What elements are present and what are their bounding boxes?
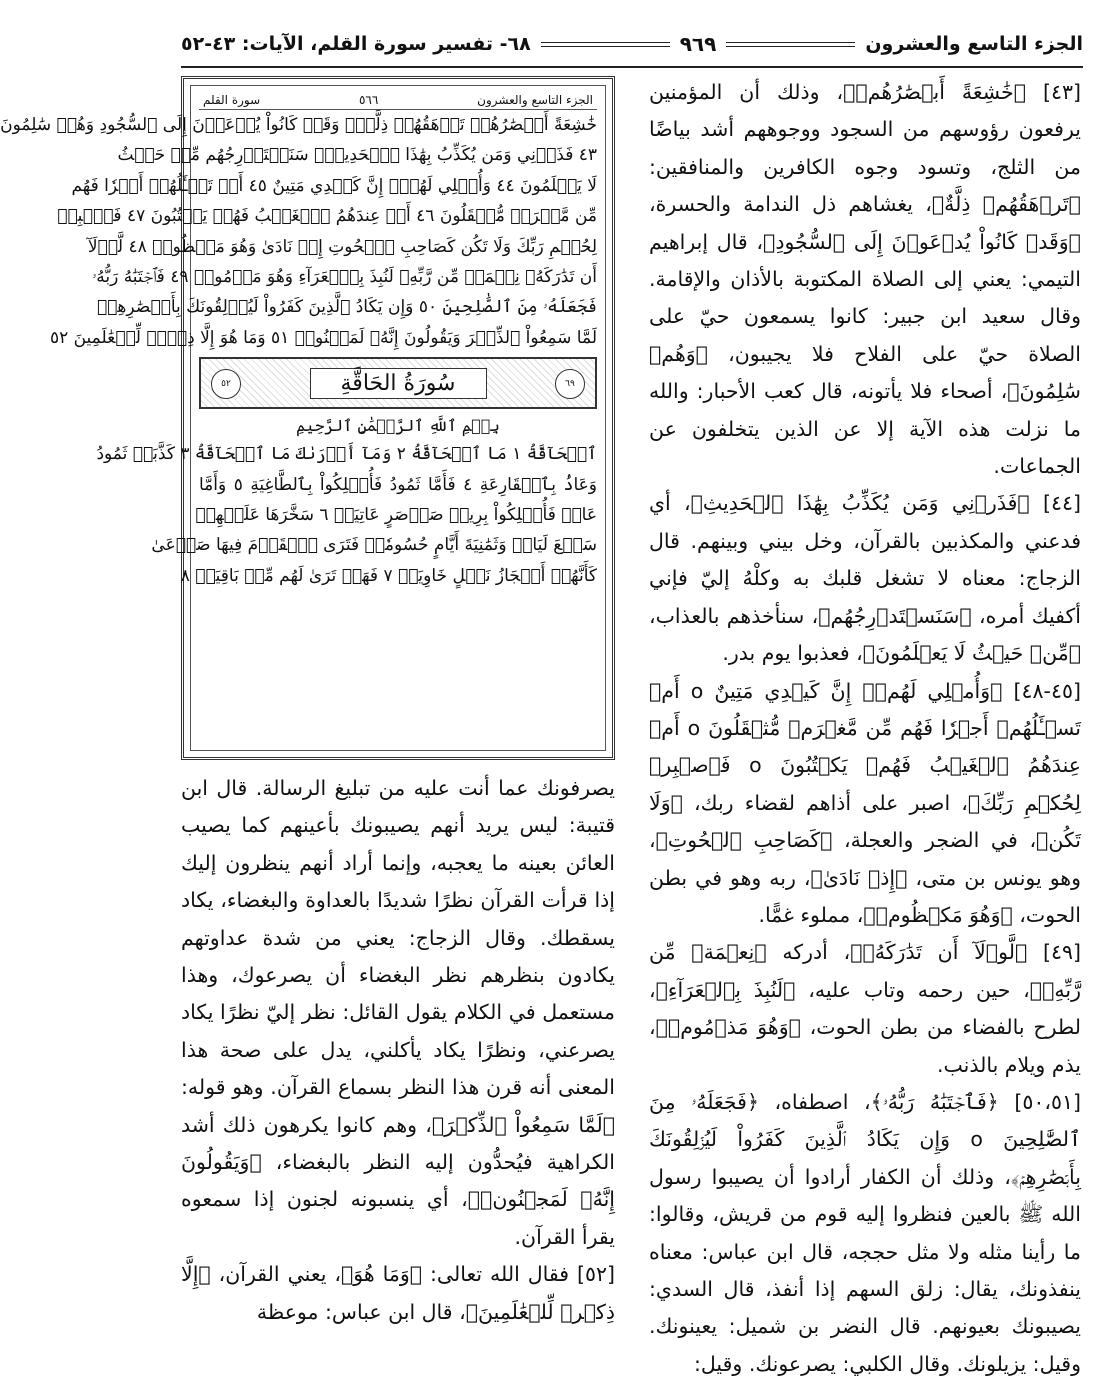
header-divider — [181, 66, 1083, 68]
paragraph-verses-50-51: [٥٠،٥١] ﴿فَٱجۡتَبَٰهُ رَبُّهُۥ﴾، اصطفاه، ﴿فَجَعَلَهُۥ مِنَ ٱلصَّٰلِحِينَ o وَإِن يَكَادُ ٱلَّذِينَ كَفَرُواْ لَيُزۡلِقُونَكَ بِأَبۡصَٰرِهِمۡ﴾، وذلك أن الكفار أرادوا أن يصيبوا رسول الله ﷺ بالعين فنظروا إليه قوم من قريش، وقالوا: ما رأينا مثله ولا مثل حججه، قال ابن عباس: معناه ينفذونك، يقال: زلق السهم إذا أنفذ، قال السدي: يصيبونك بعيونهم. قال النضر بن شميل: يعينونك. وقيل: يزيلونك. وقال الكلبي: يصرعونك. وقيل: — [649, 1089, 1081, 1376]
paragraph-verse-44: [٤٤] ﴿فَذَرۡنِي وَمَن يُكَذِّبُ بِهَٰذَا ٱلۡحَدِيثِ﴾، أي فدعني والمكذبين بالقرآن، وخل بيني وبينهم. قال الزجاج: معناه لا تشغل قلبك به وكلْهُ إليّ فإني أكفيك أمره، ﴿سَنَسۡتَدۡرِجُهُم﴾، سنأخذهم بالعذاب، ﴿مِّنۡ حَيۡثُ لَا يَعۡلَمُونَ﴾، فعذبوا يوم بدر. — [649, 491, 1081, 666]
header-rule-right — [726, 42, 855, 47]
mushaf-line: ٱلۡحَآقَّةُ ١ مَا ٱلۡحَآقَّةُ ٢ وَمَآ أَدۡرَىٰكَ مَا ٱلۡحَآقَّةُ ٣ كَذَّبَتۡ ثَمُودُ — [96, 444, 597, 465]
page-header — [181, 26, 1083, 62]
paragraph-verses-45-48: [٤٥-٤٨] ﴿وَأُمۡلِي لَهُمۡۚ إِنَّ كَيۡدِي مَتِينٌ o أَمۡ تَسۡـَٔلُهُمۡ أَجۡرٗا فَهُم مِّن مَّغۡرَمٖ مُّثۡقَلُونَ o أَمۡ عِندَهُمُ ٱلۡغَيۡبُ فَهُمۡ يَكۡتُبُونَ o فَٱصۡبِرۡ لِحُكۡمِ رَبِّكَ﴾، اصبر على أذاهم لقضاء ربك، ﴿وَلَا تَكُن﴾، في الضجر والعجلة، ﴿كَصَاحِبِ ٱلۡحُوتِ﴾، وهو يونس بن متى، ﴿إِذۡ نَادَىٰ﴾، ربه وهو في بطن الحوت، ﴿وَهُوَ مَكۡظُومٞ﴾، مملوء غمًّا. — [649, 678, 1081, 927]
header-chapter-title: ٦٨- تفسير سورة القلم، الآيات: ٤٣-٥٢ — [180, 33, 531, 55]
mushaf-page-image — [0, 76, 615, 760]
header-rule-left — [541, 42, 670, 47]
paragraph-verse-52: [٥٢] فقال الله تعالى: ﴿وَمَا هُوَ﴾، يعني القرآن، ﴿إِلَّا ذِكۡرٞ لِّلۡعَٰلَمِينَ﴾، قال ابن عباس: موعظة — [181, 1262, 615, 1324]
paragraph-verse-49: [٤٩] ﴿لَّوۡلَآ أَن تَدَٰرَكَهُۥ﴾، أدركه ﴿نِعۡمَةٞ مِّن رَّبِّهِۦ﴾، حين رحمه وتاب عليه، ﴿لَنُبِذَ بِٱلۡعَرَآءِ﴾، لطرح بالفضاء من بطن الحوت، ﴿وَهُوَ مَذۡمُومٞ﴾، يذم ويلام بالذنب. — [649, 940, 1081, 1077]
paragraph-verse-43: [٤٣] ﴿خَٰشِعَةً أَبۡصَٰرُهُمۡ﴾، وذلك أن المؤمنين يرفعون رؤوسهم من السجود ووجوههم أشد بياضًا من الثلج، وتسود وجوه الكافرين والمنافقين: ﴿تَرۡهَقُهُمۡ ذِلَّةٌ﴾، يغشاهم ذل الندامة والحسرة، ﴿وَقَدۡ كَانُواْ يُدۡعَوۡنَ إِلَى ٱلسُّجُودِ﴾، قال إبراهيم التيمي: يعني إلى الصلاة المكتوبة بالأذان والإقامة. وقال سعيد ابن جبير: كانوا يسمعون حيّ على الصلاة حيّ على الفلاح فلا يجيبون، ﴿وَهُمۡ سَٰلِمُونَ﴾، أصحاء فلا يأتونه، قال كعب الأحبار: والله ما نزلت هذه الآية إلا عن الذين يتخلفون عن الجماعات. — [649, 80, 1081, 479]
mushaf-line: سَبۡعَ لَيَالٖ وَثَمَٰنِيَةَ أَيَّامٍ حُسُومٗاۖ فَتَرَى ٱلۡقَوۡمَ فِيهَا صَرۡعَىٰ — [151, 535, 597, 556]
mushaf-line: ٤٣ فَذَرۡنِي وَمَن يُكَذِّبُ بِهَٰذَا ٱلۡحَدِيثِۖ سَنَسۡتَدۡرِجُهُم مِّنۡ حَيۡثُ — [117, 145, 597, 166]
mushaf-frame — [0, 85, 606, 751]
header-part-title: الجزء التاسع والعشرون — [865, 33, 1083, 55]
mushaf-line: لَمَّا سَمِعُواْ ٱلذِّكۡرَ وَيَقُولُونَ إِنَّهُۥ لَمَجۡنُونٞ ٥١ وَمَا هُوَ إِلَّا ذِكۡرٞ لِّلۡعَٰلَمِينَ ٥٢ — [49, 327, 597, 348]
mushaf-line: فَجَعَلَهُۥ مِنَ ٱلصَّٰلِحِينَ ٥٠ وَإِن يَكَادُ ٱلَّذِينَ كَفَرُواْ لَيُزۡلِقُونَكَ بِأَبۡصَٰرِهِمۡ — [96, 297, 597, 318]
page-number: ٩٦٩ — [679, 32, 717, 56]
mushaf-line: كَأَنَّهُمۡ أَعۡجَازُ نَخۡلٍ خَاوِيَةٖ ٧ فَهَلۡ تَرَىٰ لَهُم مِّنۢ بَاقِيَةٖ ٨ — [180, 565, 597, 586]
mushaf-juz-label: الجزء التاسع والعشرون — [477, 92, 593, 107]
mushaf-page-number: ٥٦٦ — [358, 92, 379, 107]
paragraph-continuation: يصرفونك عما أنت عليه من تبليغ الرسالة. قال ابن قتيبة: ليس يريد أنهم يصيبونك بأعينهم كما يصيب العائن بعينه ما يعجبه، وإنما أراد أنهم ينظرون إليك إذا قرأت القرآن نظرًا شديدًا بالعداوة والبغضاء، يكاد يسقطك. وقال الزجاج: يعني من شدة عداوتهم يكادون بنظرهم نظر البغضاء أن يصرعوك، وهذا مستعمل في الكلام يقول القائل: نظر إليّ نظرًا يكاد يصرعني، ونظرًا يكاد يأكلني، يدل على صحة هذا المعنى أنه قرن هذا النظر بسماع القرآن. وهو قوله: ﴿لَمَّا سَمِعُواْ ٱلذِّكۡرَ﴾، وهم كانوا يكرهون ذلك أشد الكراهية فيُحدُّون إليه النظر بالبغضاء، ﴿وَيَقُولُونَ إِنَّهُۥ لَمَجۡنُونٞ﴾، أي ينسبونه لجنون إذا سمعوه يقرأ القرآن. — [181, 776, 615, 1249]
mushaf-line: خَٰشِعَةً أَبۡصَٰرُهُمۡ تَرۡهَقُهُمۡ ذِلَّةٌۖ وَقَدۡ كَانُواْ يُدۡعَوۡنَ إِلَى ٱلسُّجُودِ وَهُمۡ سَٰلِمُونَ — [0, 115, 597, 135]
mushaf-line: لَا يَعۡلَمُونَ ٤٤ وَأُمۡلِي لَهُمۡۚ إِنَّ كَيۡدِي مَتِينٌ ٤٥ أَمۡ تَسۡـَٔلُهُمۡ أَجۡرٗا فَهُم — [71, 175, 597, 196]
mushaf-line: أَن تَدَٰرَكَهُۥ نِعۡمَةٞ مِّن رَّبِّهِۦ لَنُبِذَ بِٱلۡعَرَآءِ وَهُوَ مَذۡمُومٞ ٤٩ فَٱجۡتَبَٰهُ رَبُّهُۥ — [91, 266, 597, 287]
mushaf-line: عَادٞ فَأُهۡلِكُواْ بِرِيحٖ صَرۡصَرٍ عَاتِيَةٖ ٦ سَخَّرَهَا عَلَيۡهِمۡ — [195, 504, 597, 525]
mushaf-header — [199, 90, 597, 110]
mushaf-line: لِحُكۡمِ رَبِّكَ وَلَا تَكُن كَصَاحِبِ ٱلۡحُوتِ إِذۡ نَادَىٰ وَهُوَ مَكۡظُومٞ ٤٨ لَّوۡلَآ — [87, 236, 597, 257]
surah-banner — [199, 357, 597, 409]
mushaf-line: مِّن مَّغۡرَمٖ مُّثۡقَلُونَ ٤٦ أَمۡ عِندَهُمُ ٱلۡغَيۡبُ فَهُمۡ يَكۡتُبُونَ ٤٧ فَٱصۡبِرۡ — [57, 206, 597, 227]
commentary-left-column — [181, 770, 615, 1331]
surah-number-badge: ٦٩ — [555, 369, 585, 399]
mushaf-surah-label: سورة القلم — [203, 92, 261, 107]
basmala: بِسۡمِ ٱللَّهِ ٱلرَّحۡمَٰنِ ٱلرَّحِيمِ — [296, 416, 500, 436]
mushaf-line: وَعَادُۢ بِٱلۡقَارِعَةِ ٤ فَأَمَّا ثَمُودُ فَأُهۡلِكُواْ بِٱلطَّاغِيَةِ ٥ وَأَمَّا — [199, 474, 597, 495]
surah-verse-count-badge: ٥٢ — [211, 369, 241, 399]
surah-banner-title: سُورَةُ الحَاقَّةِ — [310, 368, 487, 399]
commentary-right-column — [649, 74, 1081, 1383]
